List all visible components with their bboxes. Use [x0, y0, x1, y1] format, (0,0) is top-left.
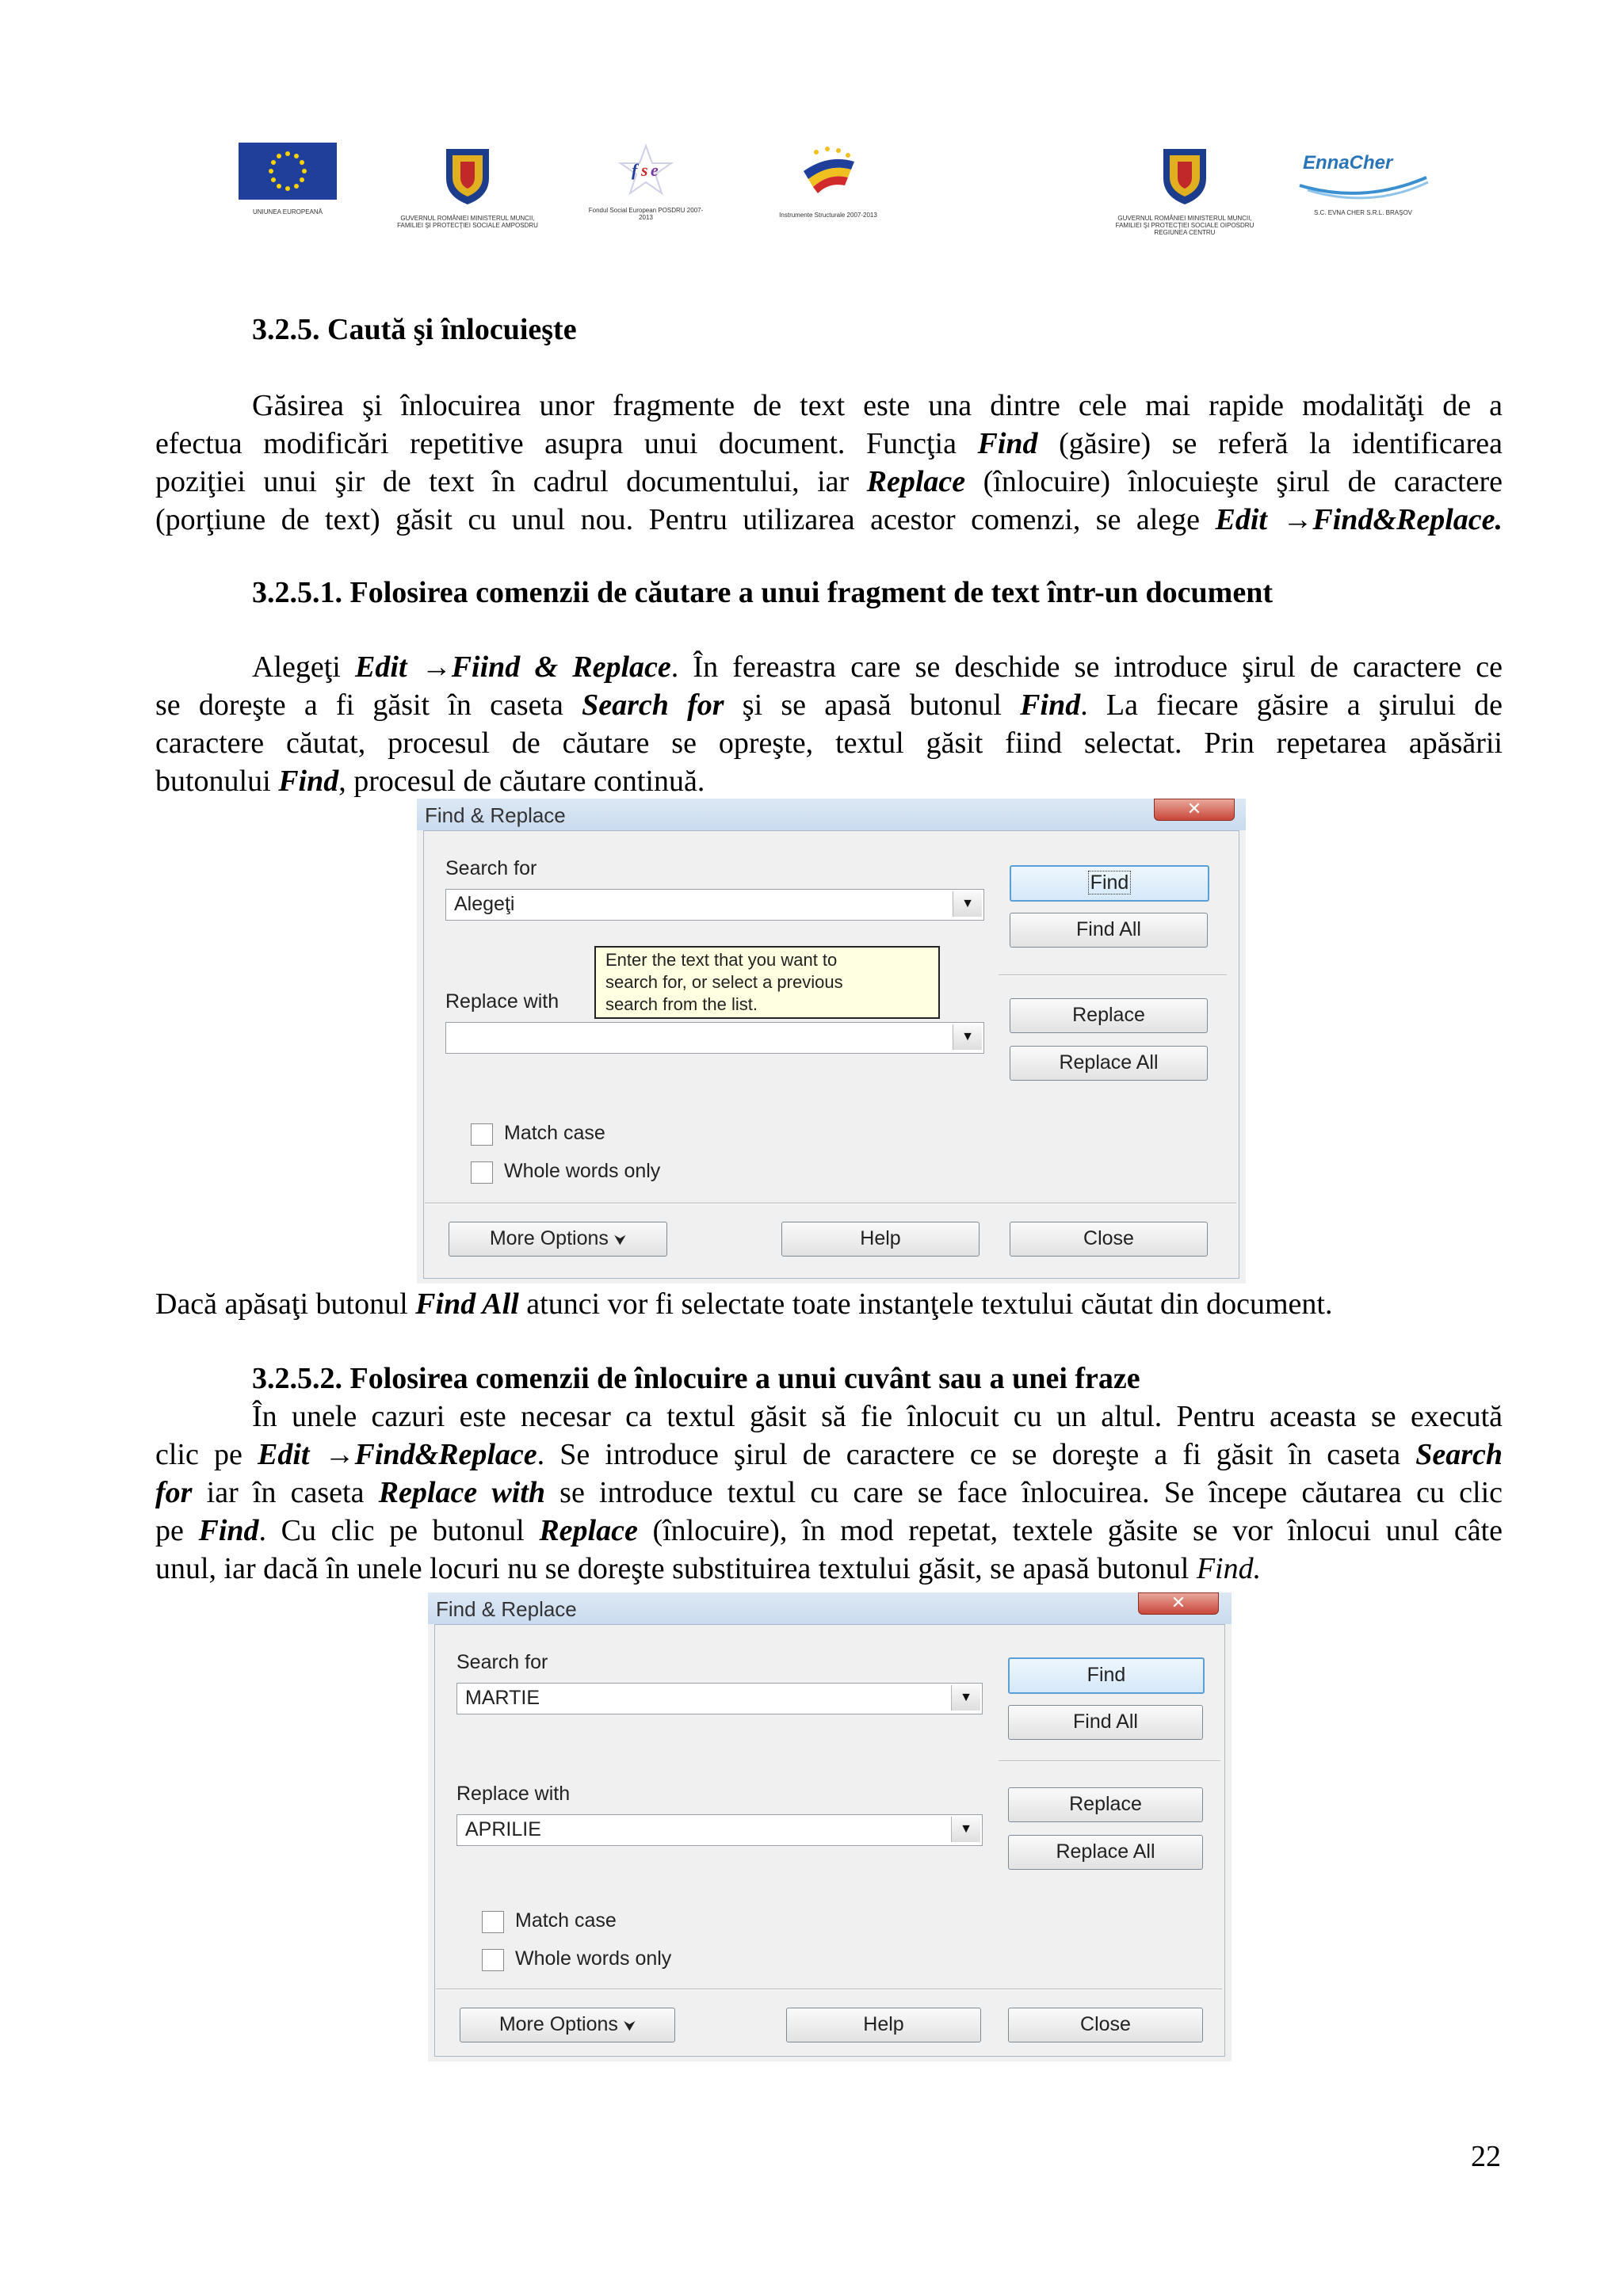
after-dialog-1-line: Dacă apăsaţi butonul Find All atunci vor fi selectate toate instanţele textului căutat din document. [155, 1287, 1333, 1321]
double-chevron-down-icon: ⮟ [623, 2018, 636, 2034]
sub2-line-1: În unele cazuri este necesar ca textul găsit să fie înlocuit cu un altul. Pentru aceasta se execută [252, 1400, 1503, 1433]
search-for-value: Alegeţi [454, 893, 515, 915]
dialog-title: Find & Replace [425, 803, 566, 827]
subsection-1-heading: 3.2.5.1. Folosirea comenzii de căutare a unui fragment de text într-un document [252, 576, 1273, 609]
ennacher-mark [1292, 143, 1434, 204]
close-button[interactable]: Close [1008, 2008, 1203, 2042]
coat-of-arms-icon [1157, 143, 1212, 206]
match-case-checkbox[interactable] [482, 1911, 504, 1933]
close-button[interactable]: Close [1010, 1222, 1208, 1257]
replace-with-combobox[interactable] [456, 1814, 983, 1846]
eu-flag-icon [239, 143, 337, 200]
separator [436, 1989, 1222, 1990]
separator [999, 1760, 1220, 1762]
search-for-combobox[interactable] [456, 1683, 983, 1714]
match-case-label: Match case [504, 1122, 605, 1144]
separator [425, 1203, 1236, 1204]
double-chevron-down-icon: ⮟ [613, 1232, 627, 1248]
find-button[interactable]: Find [1010, 865, 1209, 902]
gov-logo [396, 143, 539, 229]
replace-with-value: APRILIE [465, 1818, 541, 1840]
find-all-button[interactable]: Find All [1010, 913, 1208, 948]
intro-line-3: poziţiei unui şir de text în cadrul documentului, iar Replace (înlocuire) înlocuieşte şirul de caractere [155, 465, 1503, 498]
whole-words-checkbox[interactable] [471, 1161, 493, 1184]
find-button[interactable]: Find [1008, 1657, 1205, 1694]
chevron-down-icon[interactable]: ▼ [953, 891, 982, 917]
whole-words-checkbox[interactable] [482, 1949, 504, 1971]
sub2-line-5: unul, iar dacă în unele locuri nu se doreşte substituirea textului găsit, se apasă butonul Find. [155, 1552, 1262, 1585]
sub2-line-2: clic pe Edit →Find&Replace. Se introduce şirul de caractere ce se doreşte a fi găsit în caseta Search [155, 1438, 1503, 1471]
is-logo [769, 143, 888, 219]
find-replace-dialog-2 [428, 1592, 1232, 2061]
replace-all-button[interactable]: Replace All [1008, 1835, 1203, 1870]
chevron-down-icon[interactable]: ▼ [951, 1685, 980, 1711]
find-all-button[interactable]: Find All [1008, 1705, 1203, 1740]
intro-line-4: (porţiune de text) găsit cu unul nou. Pentru utilizarea acestor comenzi, se alege Edit →Find&Replace. [155, 503, 1503, 536]
structural-instruments-icon [792, 143, 864, 203]
search-for-label: Search for [456, 1651, 548, 1673]
subsection-2-heading: 3.2.5.2. Folosirea comenzii de înlocuire a unui cuvânt sau a unei fraze [252, 1362, 1140, 1395]
replace-all-button[interactable]: Replace All [1010, 1046, 1208, 1081]
more-options-button[interactable]: More Options ⮟ [449, 1222, 667, 1257]
separator [999, 974, 1227, 976]
intro-line-1: Găsirea şi înlocuirea unor fragmente de text este una dintre cele mai rapide modalităţi de a [252, 389, 1503, 422]
replace-with-label: Replace with [456, 1783, 571, 1805]
svg-text:s: s [641, 160, 648, 180]
whole-words-label: Whole words only [504, 1160, 661, 1182]
sub2-paragraph [155, 1398, 1503, 1588]
logo-caption: S.C. EVNA CHER S.R.L. BRAŞOV [1313, 209, 1413, 216]
more-options-button[interactable]: More Options ⮟ [460, 2008, 675, 2042]
ennacher-wordmark: EnnaCher [1303, 152, 1393, 174]
fse-star-icon [614, 143, 678, 198]
whole-words-label: Whole words only [515, 1947, 672, 1970]
section-heading: 3.2.5. Caută şi înlocuieşte [252, 313, 577, 346]
match-case-label: Match case [515, 1909, 617, 1932]
logo-caption: Instrumente Structurale 2007-2013 [779, 212, 877, 219]
gov-regional-logo [1109, 143, 1260, 236]
search-tooltip: Enter the text that you want to search for, or select a previous search from the list. [594, 946, 940, 1019]
fse-logo [586, 143, 705, 221]
help-button[interactable]: Help [781, 1222, 980, 1257]
search-for-value: MARTIE [465, 1687, 540, 1709]
close-icon[interactable]: ✕ [1154, 799, 1235, 821]
search-for-combobox[interactable] [445, 889, 984, 921]
sub1-line-3: caractere căutat, procesul de căutare se opreşte, textul găsit fiind selectat. Prin repetarea apăsării [155, 727, 1503, 760]
logo-caption: GUVERNUL ROMÂNIEI MINISTERUL MUNCII, FAMILIEI ŞI PROTECŢIEI SOCIALE AMPOSDRU [397, 215, 538, 229]
find-replace-dialog-1 [417, 799, 1246, 1283]
search-for-label: Search for [445, 857, 537, 879]
sub2-line-3: for iar în caseta Replace with se introduce textul cu care se face înlocuirea. Se începe căutarea cu clic [155, 1476, 1503, 1509]
coat-of-arms-icon [440, 143, 495, 206]
after-dialog-1-paragraph [155, 1285, 1503, 1323]
sub1-line-2: se doreşte a fi găsit în caseta Search for şi se apasă butonul Find. La fiecare găsire a şirului de [155, 688, 1503, 722]
intro-line-2: efectua modificări repetitive asupra unui document. Funcţia Find (găsire) se referă la identificarea [155, 427, 1503, 460]
chevron-down-icon[interactable]: ▼ [951, 1817, 980, 1842]
help-button[interactable]: Help [786, 2008, 981, 2042]
sub1-line-1: Alegeţi Edit →Fiind & Replace. În fereastra care se deschide se introduce şirul de caractere ce [252, 650, 1503, 684]
eu-logo [236, 143, 339, 215]
close-icon[interactable]: ✕ [1138, 1592, 1219, 1615]
replace-with-combobox[interactable] [445, 1022, 984, 1054]
ennacher-logo [1292, 143, 1434, 216]
svg-text:e: e [651, 160, 659, 180]
sub1-paragraph [155, 648, 1503, 800]
svg-text:f: f [632, 160, 638, 180]
chevron-down-icon[interactable]: ▼ [953, 1024, 982, 1050]
logo-caption: GUVERNUL ROMÂNIEI MINISTERUL MUNCII, FAMILIEI ŞI PROTECŢIEI SOCIALE OIPOSDRU REGIUNEA CENTRU [1115, 215, 1254, 236]
sub1-line-4: butonului Find, procesul de căutare continuă. [155, 765, 705, 798]
intro-paragraph [155, 387, 1503, 539]
match-case-checkbox[interactable] [471, 1123, 493, 1146]
replace-button[interactable]: Replace [1008, 1787, 1203, 1822]
replace-button[interactable]: Replace [1010, 998, 1208, 1033]
dialog-title: Find & Replace [436, 1597, 577, 1621]
logo-caption: UNIUNEA EUROPEANĂ [252, 208, 323, 215]
sub2-line-4: pe Find. Cu clic pe butonul Replace (înlocuire), în mod repetat, textele găsite se vor înlocui unul câte [155, 1514, 1503, 1547]
replace-with-label: Replace with [445, 990, 559, 1013]
logo-caption: Fondul Social European POSDRU 2007-2013 [588, 207, 704, 221]
page-number: 22 [1471, 2140, 1501, 2173]
